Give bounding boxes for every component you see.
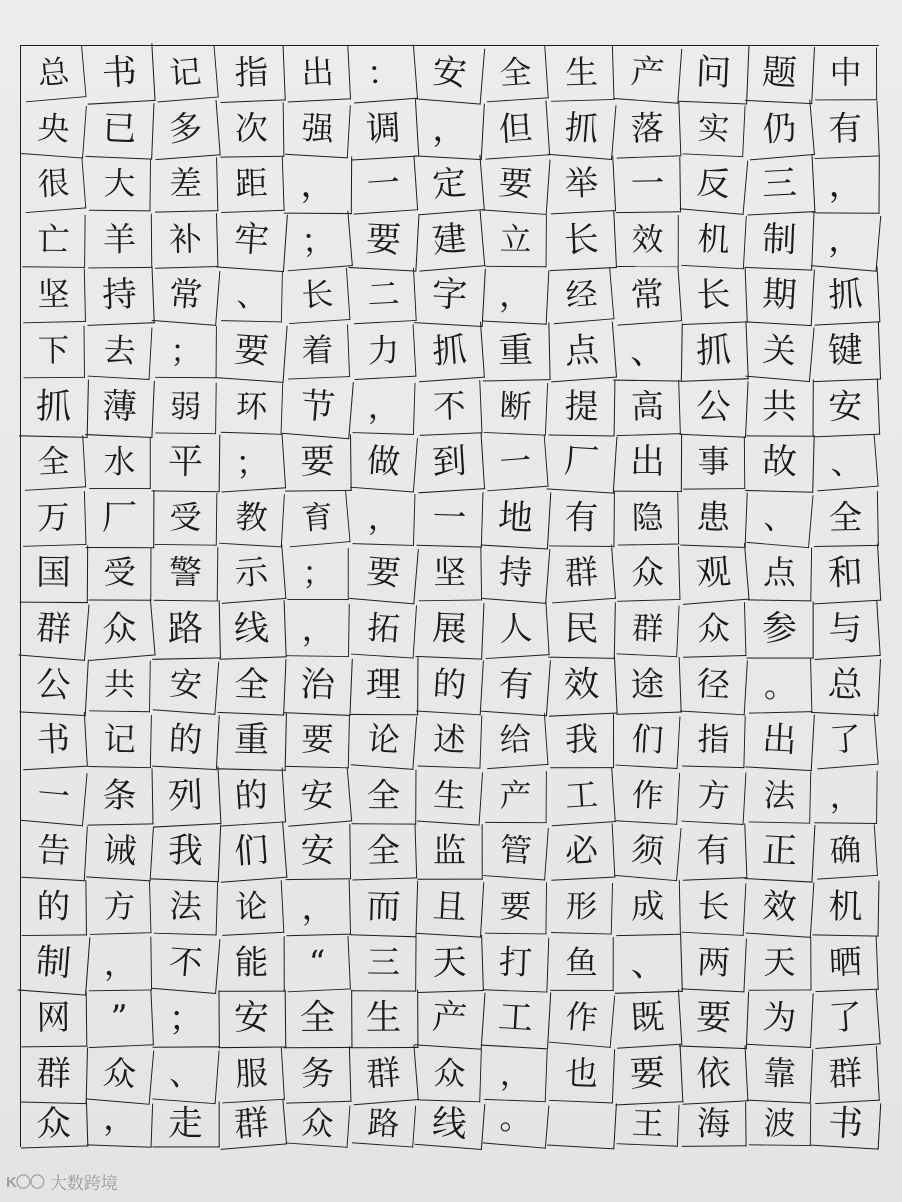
grid-cell: 地	[481, 488, 552, 549]
grid-cell: 给	[484, 713, 549, 769]
grid-cell: 安	[812, 378, 880, 436]
grid-cell: 书	[84, 43, 155, 104]
grid-cell: 工	[548, 767, 615, 825]
grid-cell: 制	[746, 211, 815, 270]
grid-cell: 到	[415, 433, 485, 493]
grid-cell: 调	[349, 99, 420, 160]
grid-cell: ，	[483, 268, 550, 325]
grid-cell: 们	[217, 822, 288, 883]
grid-cell: 全	[218, 656, 287, 715]
grid-cell: ，	[88, 936, 152, 990]
grid-cell: 提	[549, 379, 616, 436]
grid-cell: 指	[682, 714, 745, 768]
grid-cell: 亡	[22, 214, 85, 267]
grid-cell: 依	[680, 1045, 749, 1104]
grid-cell: 出	[614, 434, 682, 492]
grid-cell: 确	[814, 825, 878, 880]
grid-cell: 做	[350, 434, 418, 493]
grid-cell: 、	[613, 934, 683, 993]
grid-cell: 形	[551, 881, 613, 934]
grid-cell: 环	[221, 381, 283, 434]
grid-cell: 与	[811, 600, 880, 660]
grid-cell: 条	[87, 768, 154, 825]
grid-cell: 路	[352, 1102, 416, 1148]
grid-cell: 靠	[747, 1046, 813, 1103]
grid-cell: 效	[546, 655, 617, 716]
grid-cell: 群	[548, 545, 616, 603]
grid-cell: 书	[811, 1100, 882, 1150]
grid-cell: 既	[614, 989, 683, 1048]
grid-cell: 定	[415, 155, 485, 215]
grid-cell: 全	[351, 824, 417, 880]
grid-cell: 指	[218, 45, 285, 103]
grid-cell: 总	[22, 46, 87, 102]
grid-cell: 一	[483, 435, 548, 491]
grid-cell: ，	[286, 603, 349, 657]
grid-cell: 机	[681, 212, 747, 268]
grid-cell: 天	[416, 934, 484, 992]
grid-cell: ，	[353, 381, 416, 435]
grid-cell: 多	[151, 99, 220, 159]
grid-cell: 途	[614, 657, 681, 714]
grid-cell: 长	[286, 268, 351, 324]
grid-cell: 法	[154, 880, 218, 935]
grid-cell: 期	[745, 266, 815, 326]
grid-cell: 坚	[418, 547, 482, 601]
grid-cell: 一	[615, 157, 681, 213]
grid-cell: 出	[745, 711, 815, 771]
grid-cell: 羊	[88, 213, 152, 267]
grid-cell: 晒	[813, 935, 878, 991]
grid-cell: 共	[89, 659, 151, 711]
grid-cell: 反	[680, 155, 748, 214]
grid-cell: 抓	[19, 378, 89, 437]
grid-cell: 距	[219, 157, 284, 213]
grid-cell: 有	[481, 655, 551, 715]
grid-cell: 拓	[351, 601, 417, 658]
grid-cell: 务	[285, 1046, 352, 1103]
grid-cell: 安	[415, 43, 485, 104]
grid-cell: 众	[84, 599, 155, 661]
grid-cell: 平	[152, 434, 221, 492]
watermark-text: 大数跨境	[49, 1174, 118, 1193]
grid-cell: 列	[151, 766, 222, 827]
grid-cell: 共	[746, 379, 814, 436]
grid-cell: 要	[349, 544, 419, 604]
grid-cell: 理	[350, 656, 419, 714]
grid-cell: 长	[680, 267, 747, 325]
grid-cell: 的	[218, 767, 286, 826]
grid-cell: 服	[219, 1046, 285, 1102]
grid-cell: 产	[485, 771, 547, 823]
grid-cell: 方	[682, 769, 747, 825]
grid-cell: ：	[350, 44, 418, 103]
grid-cell: 公	[679, 378, 748, 437]
grid-cell: 产	[614, 44, 682, 103]
grid-cell: 中	[815, 48, 877, 100]
grid-cell: 书	[20, 712, 88, 770]
grid-cell: 鱼	[550, 937, 613, 990]
grid-cell: 。	[748, 658, 813, 713]
grid-cell: 监	[417, 825, 482, 880]
grid-cell: 效	[746, 878, 815, 937]
grid-cell: 要	[286, 714, 350, 768]
grid-cell: 已	[86, 100, 155, 159]
grid-cell: 要	[613, 1044, 684, 1105]
grid-cell: 众	[286, 1102, 351, 1149]
grid-cell: 差	[154, 158, 219, 213]
grid-cell: ，	[484, 1047, 547, 1101]
grid-cell: 点	[748, 547, 812, 601]
grid-cell: 而	[350, 879, 418, 937]
grid-cell: 受	[155, 492, 218, 545]
grid-cell: 仍	[745, 99, 815, 159]
grid-cell: 央	[21, 101, 87, 158]
grid-cell: 落	[615, 101, 682, 158]
grid-cell: 弱	[155, 381, 216, 433]
grid-cell: ，	[284, 156, 352, 214]
grid-cell: ；	[152, 990, 220, 1047]
grid-cell: 必	[549, 824, 616, 881]
grid-cell: 安	[218, 990, 287, 1048]
grid-cell: ，	[811, 210, 882, 271]
grid-cell	[547, 1100, 617, 1150]
grid-cell: 走	[152, 1102, 219, 1148]
grid-cell: 众	[418, 1047, 482, 1101]
grid-cell: 隐	[617, 492, 679, 545]
grid-cell: 和	[811, 544, 881, 604]
grid-cell: 立	[485, 215, 547, 267]
grid-cell: 生	[550, 46, 615, 101]
grid-cell: 补	[154, 213, 219, 268]
grid-cell: 厂	[547, 432, 618, 493]
grid-cell: 告	[20, 823, 88, 881]
grid-cell: 天	[749, 937, 812, 990]
grid-cell: 有	[812, 101, 880, 159]
grid-cell: 坚	[22, 269, 86, 323]
grid-cell: 、	[613, 322, 683, 381]
grid-cell: 产	[414, 988, 485, 1049]
grid-cell: 国	[20, 545, 88, 603]
grid-cell: ，	[353, 492, 416, 546]
grid-cell: 关	[745, 322, 814, 382]
grid-cell: 抓	[415, 322, 485, 382]
grid-cell: 成	[615, 880, 681, 936]
grid-cell: 述	[418, 713, 483, 768]
grid-cell: 且	[416, 878, 484, 937]
grid-cell: 民	[548, 601, 616, 658]
grid-cell: 重	[481, 322, 550, 381]
grid-cell: 厂	[86, 490, 155, 548]
grid-cell: 牢	[216, 210, 288, 272]
grid-cell: 公	[19, 655, 89, 715]
grid-cell: 点	[547, 322, 617, 382]
grid-cell: 示	[218, 544, 287, 603]
grid-cell: 人	[482, 601, 549, 659]
grid-cell: 为	[746, 990, 813, 1048]
grid-cell: 安	[284, 767, 352, 826]
grid-cell: 去	[88, 324, 153, 380]
grid-cell: 能	[219, 936, 284, 991]
grid-cell: 问	[679, 44, 750, 105]
grid-cell: 的	[416, 656, 484, 714]
grid-cell: 记	[88, 714, 152, 768]
grid-cell: 制	[18, 932, 91, 995]
grid-cell: 次	[220, 102, 285, 157]
grid-cell: 键	[811, 322, 881, 382]
grid-cell: ；	[218, 434, 286, 493]
grid-cell: 要	[485, 881, 547, 933]
grid-cell: 我	[151, 822, 221, 882]
grid-cell: 、	[747, 490, 814, 548]
grid-cell: 法	[749, 770, 811, 823]
grid-cell: 经	[550, 268, 615, 324]
grid-cell: 育	[286, 490, 351, 546]
grid-cell: 记	[153, 46, 218, 103]
grid-cell: 万	[22, 491, 87, 546]
watermark	[6, 1169, 118, 1194]
grid-cell: 字	[414, 265, 486, 327]
grid-cell: 事	[683, 437, 745, 490]
grid-cell: 诫	[86, 823, 154, 881]
grid-cell: 作	[549, 990, 615, 1047]
grid-cell: 线	[217, 600, 286, 659]
grid-cell: 效	[617, 215, 678, 267]
grid-cell: 抓	[548, 100, 617, 160]
grid-cell: 观	[678, 543, 749, 604]
watermark-logo: K〇〇	[6, 1174, 44, 1191]
grid-cell: 持	[482, 544, 551, 603]
grid-cell: 题	[745, 44, 815, 104]
grid-cell: 三	[745, 155, 816, 216]
grid-cell: 群	[616, 603, 679, 657]
grid-cell: 众	[86, 1045, 154, 1104]
grid-cell: 水	[89, 437, 150, 489]
grid-cell: 实	[682, 102, 745, 156]
grid-cell: 抓	[812, 267, 881, 326]
grid-cell: 路	[151, 600, 221, 659]
grid-cell: 波	[749, 1103, 812, 1146]
grid-cell: 下	[23, 326, 85, 378]
grid-cell: 常	[152, 267, 221, 326]
grid-cell: 的	[21, 880, 87, 936]
grid-cell: 全	[284, 990, 353, 1048]
grid-cell: 、	[221, 270, 283, 322]
grid-cell: 众	[616, 547, 681, 602]
grid-cell: 论	[351, 712, 417, 769]
grid-cell: 工	[481, 989, 551, 1049]
grid-cell: 了	[813, 713, 878, 769]
grid-cell: 作	[616, 769, 680, 824]
grid-cell: 要	[216, 321, 287, 382]
grid-cell: 有	[549, 491, 615, 547]
grid-cell: 重	[217, 711, 287, 770]
grid-cell: 要	[481, 155, 550, 214]
grid-cell: 管	[483, 824, 549, 881]
grid-cell: 网	[21, 991, 88, 1047]
grid-cell: 海	[681, 1102, 746, 1147]
grid-cell: ，	[285, 880, 351, 936]
grid-cell: 群	[18, 599, 89, 660]
grid-cell: 全	[22, 435, 86, 490]
grid-cell: 出	[285, 46, 351, 103]
grid-cell: 须	[615, 823, 682, 881]
grid-cell: 三	[351, 936, 416, 991]
grid-cell: 教	[219, 490, 285, 546]
grid-cell: 但	[482, 100, 550, 159]
grid-cell: 治	[283, 656, 353, 715]
grid-cell: 不	[418, 380, 483, 435]
grid-cell: 抓	[679, 322, 749, 381]
grid-cell: ；	[155, 326, 217, 378]
grid-cell: 生	[417, 768, 483, 825]
grid-cell: ，	[87, 1102, 153, 1148]
grid-cell: 力	[352, 324, 417, 380]
grid-cell: 参	[746, 601, 813, 658]
grid-cell: 群	[349, 1044, 419, 1104]
grid-cell: ，	[814, 770, 877, 824]
grid-cell: 高	[615, 379, 681, 435]
grid-cell: 不	[152, 934, 221, 993]
grid-cell: 举	[548, 156, 616, 214]
grid-cell: ”	[86, 990, 154, 1048]
grid-cell: 我	[550, 714, 614, 768]
grid-cell: 两	[681, 935, 747, 991]
grid-cell: 大	[89, 159, 151, 211]
character-grid	[20, 45, 879, 1147]
grid-cell: 机	[813, 879, 880, 936]
grid-cell: 安	[153, 657, 219, 714]
grid-cell: 很	[22, 157, 86, 213]
grid-cell: 正	[745, 822, 816, 883]
grid-cell: 。	[483, 1101, 550, 1149]
grid-cell: ，	[812, 156, 880, 213]
grid-cell: 患	[680, 490, 747, 548]
grid-cell: ；	[283, 210, 353, 270]
grid-cell: 断	[484, 380, 548, 435]
grid-cell: 的	[152, 712, 220, 770]
grid-cell: 受	[89, 548, 152, 601]
grid-cell: 、	[152, 1045, 219, 1103]
grid-cell: 要	[349, 210, 420, 271]
grid-cell: 群	[812, 1046, 880, 1104]
grid-cell: 节	[282, 376, 354, 438]
grid-cell: 众	[20, 1101, 89, 1149]
grid-cell: 王	[616, 1103, 679, 1147]
grid-cell: 、	[813, 435, 878, 491]
grid-cell: 生	[350, 990, 419, 1048]
grid-cell: 长	[547, 211, 617, 271]
grid-cell: 有	[681, 824, 748, 881]
grid-cell: 着	[286, 324, 350, 379]
grid-cell: 全	[483, 46, 548, 102]
grid-cell: 警	[154, 547, 219, 602]
grid-cell: 长	[682, 880, 747, 935]
grid-cell: 方	[89, 881, 152, 934]
grid-cell: 众	[682, 602, 747, 657]
grid-cell: 全	[352, 769, 417, 824]
grid-cell: 要	[679, 989, 749, 1049]
grid-cell: 一	[20, 767, 87, 825]
grid-cell: ，	[415, 99, 485, 159]
grid-cell: ；	[287, 548, 348, 600]
grid-cell: 安	[285, 824, 351, 880]
grid-cell: 总	[811, 655, 881, 715]
grid-cell: 一	[350, 156, 418, 215]
grid-cell: 线	[415, 1099, 486, 1150]
grid-cell: 了	[811, 989, 880, 1049]
grid-cell: 常	[614, 267, 682, 326]
grid-cell: 展	[416, 600, 485, 659]
grid-cell: 径	[680, 656, 748, 714]
grid-cell: 一	[417, 490, 484, 547]
grid-cell: 群	[217, 1099, 287, 1150]
grid-cell: 也	[549, 1046, 615, 1103]
grid-cell: 持	[85, 266, 155, 325]
grid-cell: 建	[415, 210, 485, 271]
grid-cell: 全	[813, 491, 879, 547]
grid-cell: 强	[285, 101, 351, 157]
grid-cell: “	[285, 935, 351, 991]
grid-cell: 们	[616, 713, 681, 769]
grid-cell: 要	[284, 434, 351, 491]
grid-cell: 论	[220, 880, 285, 935]
grid-cell: 故	[745, 433, 814, 492]
grid-cell: 打	[483, 935, 550, 992]
grid-cell: 群	[20, 1046, 88, 1104]
grid-cell: 薄	[85, 378, 155, 438]
grid-cell: 二	[351, 268, 416, 324]
